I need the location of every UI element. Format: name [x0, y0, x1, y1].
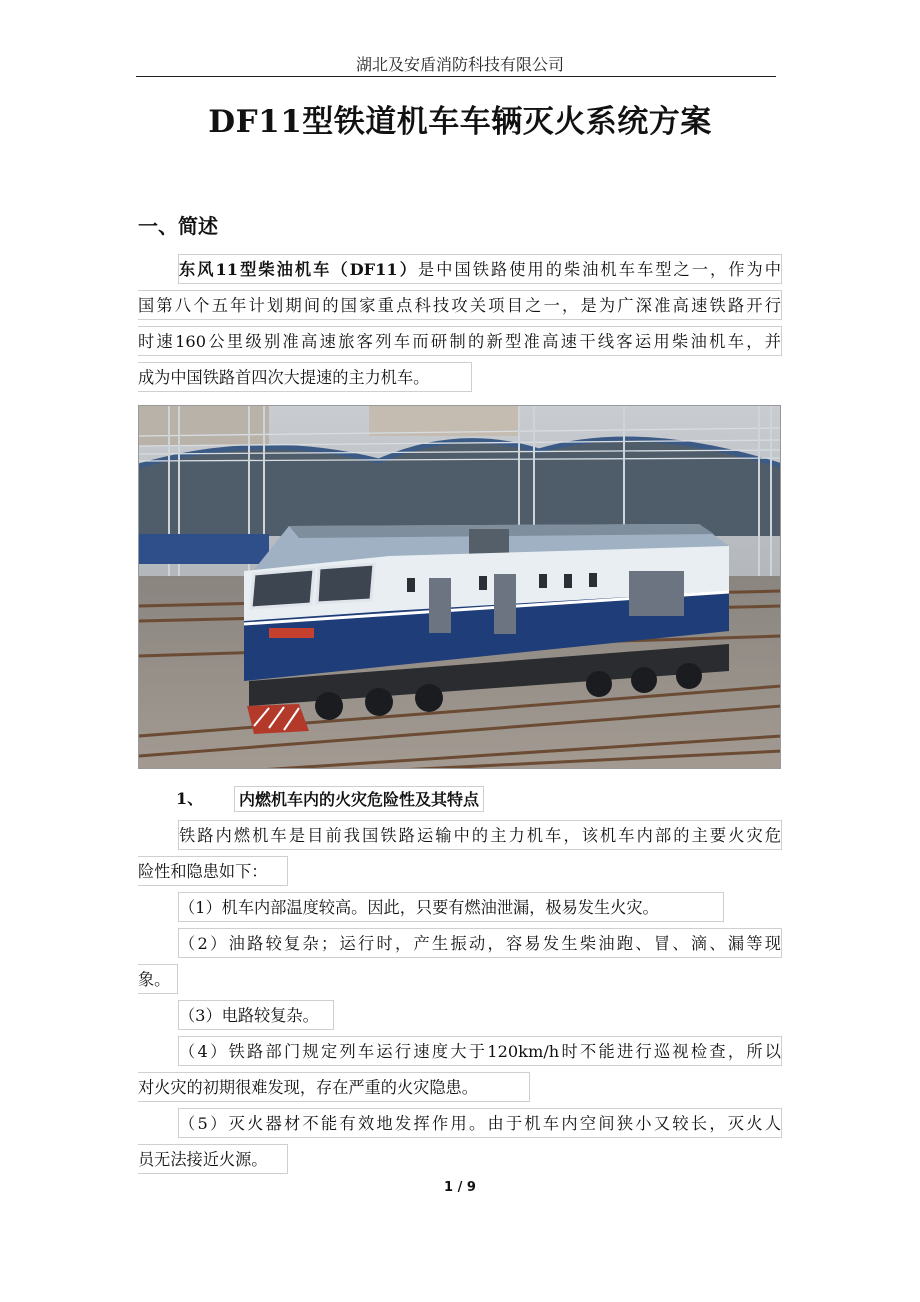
intro-paragraph-line-4: 成为中国铁路首四次大提速的主力机车。 — [138, 362, 472, 392]
page-header-company: 湖北及安盾消防科技有限公司 — [355, 55, 564, 74]
locomotive-photo — [138, 405, 781, 769]
hazard-item-1: （1）机车内部温度较高。因此，只要有燃油泄漏，极易发生火灾。 — [178, 892, 724, 922]
hazard-intro-line-1: 铁路内燃机车是目前我国铁路运输中的主力机车，该机车内部的主要火灾危 — [178, 820, 782, 850]
hazard-intro-line-2: 险性和隐患如下： — [138, 856, 288, 886]
subsection-number: 1、 — [176, 789, 204, 808]
intro-paragraph-line-2: 国第八个五年计划期间的国家重点科技攻关项目之一，是为广深准高速铁路开行 — [138, 290, 782, 320]
hazard-item-3: （3）电路较复杂。 — [178, 1000, 334, 1030]
hazard-item-4-line-1: （4）铁路部门规定列车运行速度大于120km/h时不能进行巡视检查，所以 — [178, 1036, 782, 1066]
subsection-title: 内燃机车内的火灾危险性及其特点 — [234, 786, 484, 812]
intro-paragraph-line-1 — [178, 254, 782, 284]
hazard-item-2-line-1: （2）油路较复杂；运行时，产生振动，容易发生柴油跑、冒、滴、漏等现 — [178, 928, 782, 958]
document-title: DF11型铁道机车车辆灭火系统方案 — [208, 104, 712, 140]
hazard-item-5-line-1: （5）灭火器材不能有效地发挥作用。由于机车内空间狭小又较长，灭火人 — [178, 1108, 782, 1138]
intro-line-1-rest: 是中国铁路使用的柴油机车车型之一，作为中 — [418, 260, 781, 279]
section-heading: 一、简述 — [138, 214, 218, 238]
locomotive-name: 东风11型柴油机车（DF11） — [179, 260, 418, 279]
intro-paragraph-line-3: 时速160公里级别准高速旅客列车而研制的新型准高速干线客运用柴油机车，并 — [138, 326, 782, 356]
hazard-item-4-line-2: 对火灾的初期很难发现，存在严重的火灾隐患。 — [138, 1072, 530, 1102]
header-rule — [136, 76, 776, 77]
hazard-item-2-line-2: 象。 — [138, 964, 178, 994]
hazard-item-5-line-2: 员无法接近火源。 — [138, 1144, 288, 1174]
page-number: 1 / 9 — [444, 1180, 476, 1195]
